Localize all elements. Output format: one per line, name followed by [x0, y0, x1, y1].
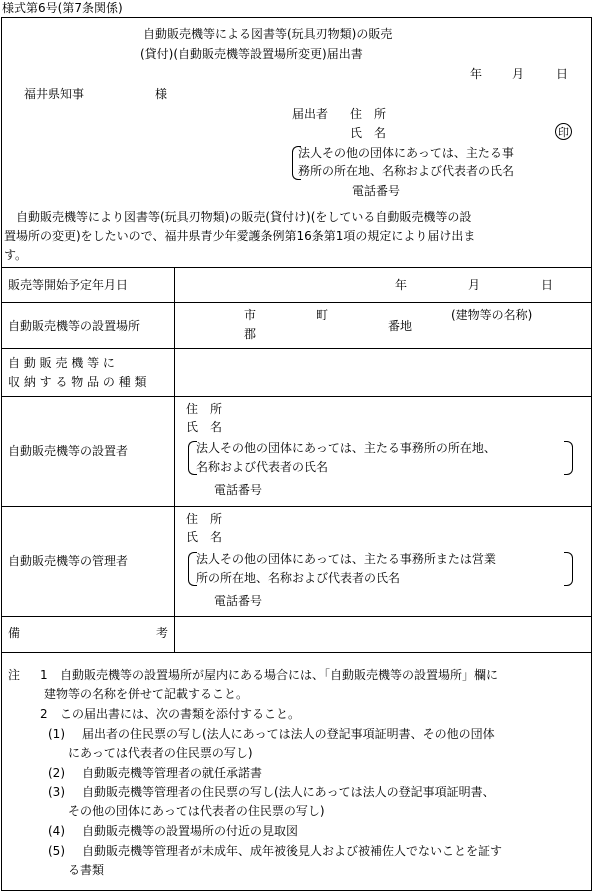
manager-note-right-paren	[564, 552, 573, 586]
declaration-line1: 自動販売機等により図書等(玩具刃物類)の販売(貸付け)(をしている自動販売機等の設	[4, 210, 472, 224]
note-1-line2: 建物等の名称を併せて記載すること。	[44, 687, 249, 701]
start-date-year: 年	[395, 278, 408, 292]
location-lot: 番地	[388, 319, 413, 333]
row-divider-3	[1, 396, 592, 397]
applicant-name-label: 氏 名	[350, 126, 387, 140]
doc-1-line1: 届出者の住民票の写し(法人にあっては法人の登記事項証明書、その他の団体	[82, 727, 495, 741]
start-date-label: 販売等開始予定年月日	[8, 278, 129, 292]
installer-name-label: 氏 名	[186, 420, 223, 434]
doc-4-text: 自動販売機等の設置場所の付近の見取図	[82, 824, 299, 838]
installer-phone-label: 電話番号	[214, 483, 263, 497]
location-label: 自動販売機等の設置場所	[8, 319, 141, 333]
declaration-line3: す。	[4, 248, 28, 262]
remarks-label-right: 考	[156, 626, 169, 640]
note-2-text: この届出書には、次の書類を添付すること。	[60, 707, 301, 721]
items-label-line1: 自 動 販 売 機 等 に	[8, 356, 115, 370]
start-date-month: 月	[468, 278, 481, 292]
remarks-label-left: 備	[8, 626, 21, 640]
row-divider-5	[1, 616, 592, 617]
column-divider	[174, 267, 175, 652]
doc-4-number: (4)	[48, 824, 65, 838]
form-number-label: 様式第6号(第7条関係)	[2, 1, 123, 15]
installer-note-line1: 法人その他の団体にあっては、主たる事務所の所在地、	[196, 441, 496, 455]
note-1-line1: 自動販売機等の設置場所が屋内にある場合には、「自動販売機等の設置場所」欄に	[60, 668, 499, 682]
seal-mark: 印	[555, 123, 572, 140]
manager-address-label: 住 所	[186, 512, 223, 526]
doc-1-number: (1)	[48, 727, 65, 741]
installer-note-line2: 名称および代表者の氏名	[196, 460, 329, 474]
doc-5-line1: 自動販売機等管理者が未成年、成年被後見人および被補佐人でないことを証す	[82, 844, 503, 858]
manager-note-line1: 法人その他の団体にあっては、主たる事務所または営業	[196, 552, 496, 566]
form-title-line1: 自動販売機等による図書等(玩具刃物類)の販売	[143, 27, 393, 41]
applicant-address-label: 住 所	[350, 107, 387, 121]
row-divider-1	[1, 302, 592, 303]
location-city: 市	[244, 308, 257, 322]
doc-3-line2: その他の団体にあっては代表者の住民票の写し)	[68, 804, 325, 818]
note-2-number: 2	[40, 707, 48, 721]
doc-3-line1: 自動販売機等管理者の住民票の写し(法人にあっては法人の登記事項証明書、	[82, 785, 495, 799]
installer-note-right-paren	[564, 441, 573, 475]
doc-3-number: (3)	[48, 785, 65, 799]
start-date-day: 日	[541, 278, 554, 292]
addressee-suffix: 様	[155, 87, 168, 101]
manager-label: 自動販売機等の管理者	[8, 554, 129, 568]
form-title-line2: (貸付)(自動販売機等設置場所変更)届出書	[140, 47, 363, 61]
location-county: 郡	[244, 327, 257, 341]
doc-1-line2: にあっては代表者の住民票の写し)	[68, 746, 253, 760]
date-day-label: 日	[556, 67, 569, 81]
table-bottom-border	[1, 652, 592, 653]
location-town: 町	[316, 308, 329, 322]
manager-phone-label: 電話番号	[214, 594, 263, 608]
applicant-phone-label: 電話番号	[352, 184, 401, 198]
doc-5-line2: る書類	[68, 863, 105, 877]
installer-address-label: 住 所	[186, 402, 223, 416]
installer-label: 自動販売機等の設置者	[8, 444, 129, 458]
doc-2-text: 自動販売機等管理者の就任承諾書	[82, 766, 263, 780]
addressee: 福井県知事	[24, 87, 85, 101]
row-divider-4	[1, 506, 592, 507]
date-month-label: 月	[512, 67, 525, 81]
applicant-corp-note-line1: 法人その他の団体にあっては、主たる事	[298, 146, 514, 160]
doc-2-number: (2)	[48, 766, 65, 780]
row-divider-2	[1, 348, 592, 349]
date-year-label: 年	[470, 67, 483, 81]
doc-5-number: (5)	[48, 844, 65, 858]
applicant-label: 届出者	[292, 107, 329, 121]
note-1-number: 1	[40, 668, 48, 682]
manager-note-line2: 所の所在地、名称および代表者の氏名	[196, 571, 401, 585]
location-building-name: (建物等の名称)	[451, 308, 533, 322]
manager-name-label: 氏 名	[186, 530, 223, 544]
declaration-line2: 置場所の変更)をしたいので、福井県青少年愛護条例第16条第1項の規定により届け出ま	[4, 229, 476, 243]
notes-prefix: 注	[8, 668, 21, 682]
table-top-border	[1, 267, 592, 268]
items-label-line2: 収 納 す る 物 品 の 種 類	[8, 375, 147, 389]
applicant-corp-note-line2: 務所の所在地、名称および代表者の氏名	[298, 164, 515, 178]
